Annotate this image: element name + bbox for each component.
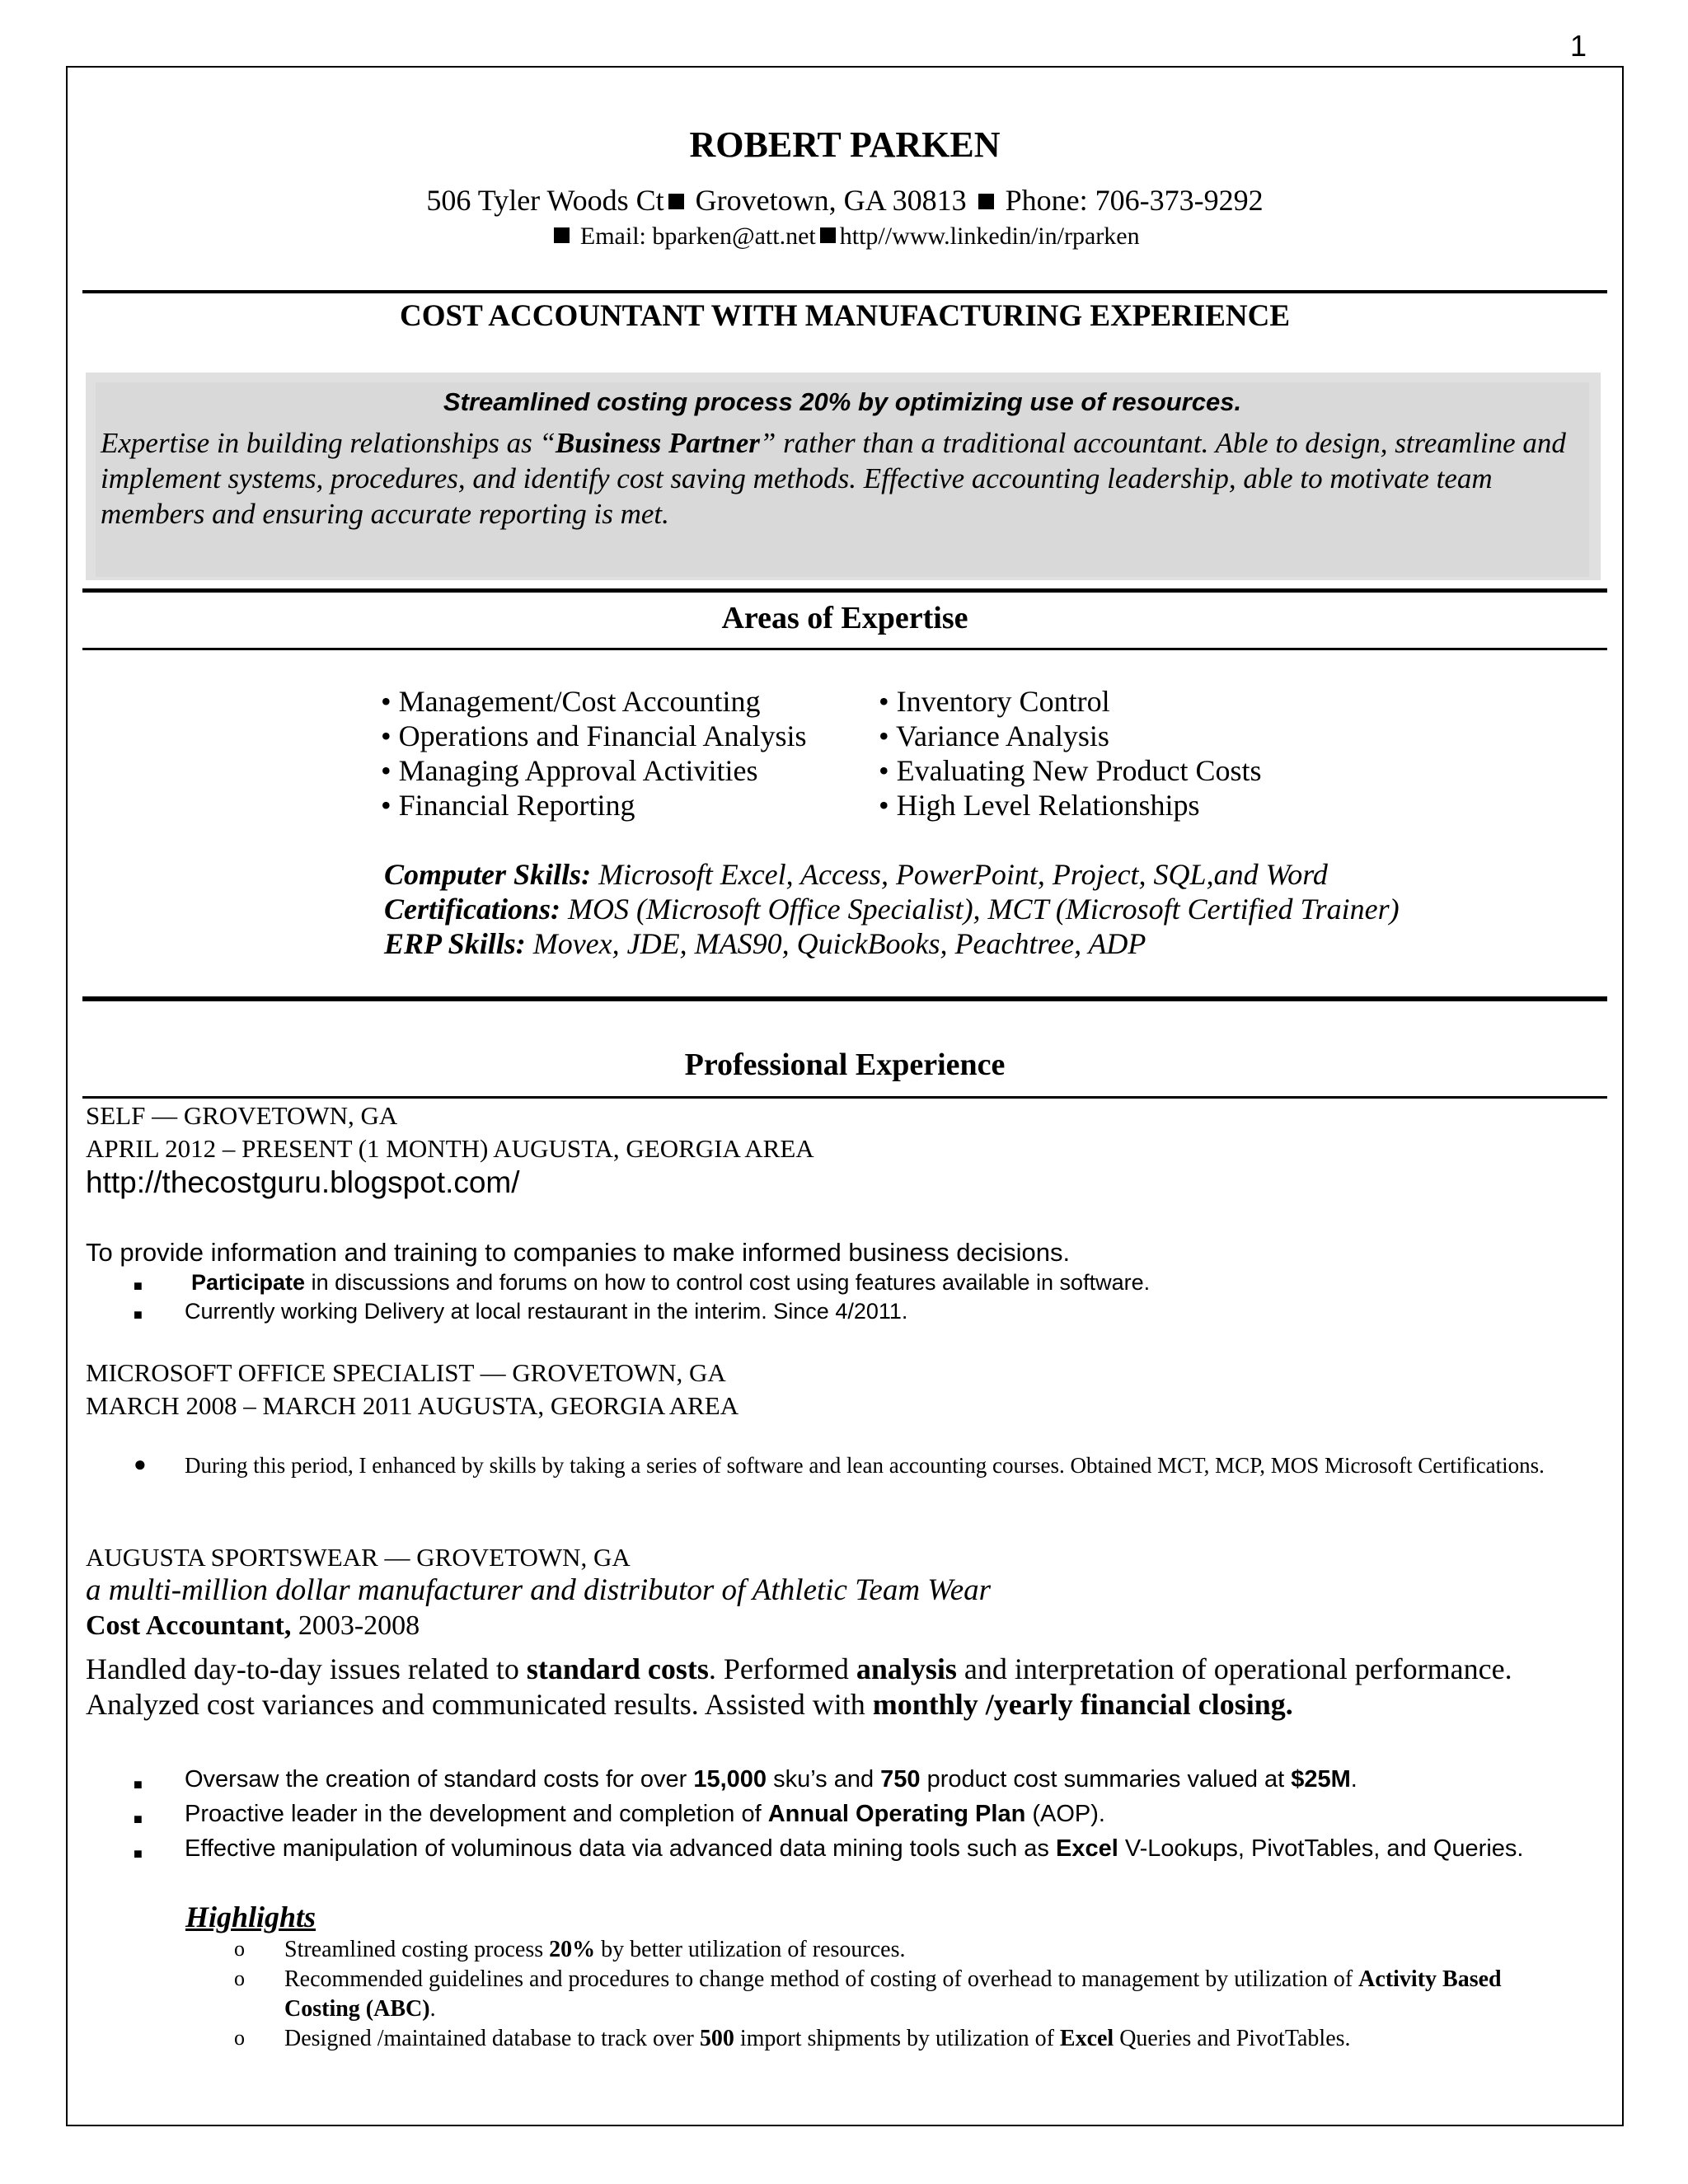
skills-label: ERP Skills: <box>384 927 526 960</box>
expertise-item: • Management/Cost Accounting <box>381 685 761 718</box>
job2-employer: MICROSOFT OFFICE SPECIALIST — GROVETOWN, GA <box>86 1358 726 1387</box>
candidate-name: ROBERT PARKEN <box>689 124 1001 165</box>
circle-bullet-icon: o <box>234 2026 245 2050</box>
job2-dates: MARCH 2008 – MARCH 2011 AUGUSTA, GEORGIA AREA <box>86 1391 739 1420</box>
certifications <box>384 892 1604 926</box>
circle-bullet-icon: o <box>234 1937 245 1961</box>
hl-text: Recommended guidelines and procedures to change method of costing of overhead to management by utilization of <box>284 1966 1359 1992</box>
highlight-item <box>284 2024 1595 2054</box>
erp-skills <box>384 926 1604 961</box>
hl-text: by better utilization of resources. <box>595 1937 906 1962</box>
hl-text: Designed /maintained database to track over <box>284 2026 700 2051</box>
bullet-text: Oversaw the creation of standard costs for over <box>185 1766 694 1793</box>
square-bullet-icon <box>978 194 994 209</box>
para-text: and interpretation of operational performance. Analyzed cost variances and communicated results. Assisted with <box>86 1652 1512 1721</box>
expertise-title: Areas of Expertise <box>721 601 968 635</box>
bullet-text: product cost summaries valued at <box>920 1766 1292 1793</box>
bold-text: Participate <box>191 1270 306 1295</box>
summary-highlight: Streamlined costing process 20% by optimizing use of resources. <box>443 387 1242 416</box>
square-bullet-icon <box>554 227 570 243</box>
expertise-left-list <box>381 684 807 823</box>
bullet-text: sku’s and <box>767 1766 881 1793</box>
bold-text: Excel <box>1056 1835 1118 1862</box>
job1-bullet: Currently working Delivery at local restaurant in the interim. Since 4/2011. <box>185 1299 908 1324</box>
summary-part: ” rather than a traditional accountant. Able to design, streamline and implement systems, procedures, and identify cost saving methods. Effective accounting leadership, able to motivate team members and ensuring accurate reporting is met. <box>101 427 1566 530</box>
address: 506 Tyler Woods Ct <box>426 184 664 217</box>
divider <box>82 588 1607 593</box>
expertise-item: • Financial Reporting <box>381 789 635 822</box>
expertise-item: • Operations and Financial Analysis <box>381 719 807 752</box>
summary-bold: Business Partner <box>555 427 760 459</box>
square-bullet-icon: ■ <box>134 1845 143 1862</box>
email: Email: bparken@att.net <box>579 223 816 250</box>
bold-text: 15,000 <box>693 1766 767 1793</box>
square-bullet-icon <box>820 227 836 243</box>
job3-bullet <box>185 1766 1357 1793</box>
summary-part: Expertise in building relationships as “ <box>101 427 556 459</box>
headline: COST ACCOUNTANT WITH MANUFACTURING EXPERIENCE <box>400 299 1290 333</box>
job1-dates: APRIL 2012 – PRESENT (1 MONTH) AUGUSTA, GEORGIA AREA <box>86 1134 814 1163</box>
page-number: 1 <box>1570 29 1587 63</box>
job1-employer: SELF — GROVETOWN, GA <box>86 1101 398 1130</box>
job2-bullet: During this period, I enhanced by skills by taking a series of software and lean accounting courses. Obtained MCT, MCP, MOS Microsoft Certifications. <box>185 1453 1545 1478</box>
bold-text: Annual Operating Plan <box>767 1801 1026 1827</box>
bullet-text: Proactive leader in the development and completion of <box>185 1801 768 1827</box>
hl-text: import shipments by utilization of <box>734 2026 1060 2051</box>
bullet-text: (AOP). <box>1025 1801 1105 1827</box>
bold-text: 750 <box>880 1766 921 1793</box>
hl-text: Queries and PivotTables. <box>1114 2026 1351 2051</box>
bold-text: analysis <box>856 1652 957 1685</box>
city: Grovetown, GA 30813 <box>695 184 967 217</box>
expertise-item: • Managing Approval Activities <box>381 754 758 787</box>
skills-label: Certifications: <box>384 893 560 926</box>
para-text: Handled day-to-day issues related to <box>86 1652 527 1685</box>
job3-bullet <box>185 1835 1523 1863</box>
job3-paragraph <box>86 1652 1602 1722</box>
expertise-item: • High Level Relationships <box>879 789 1200 822</box>
experience-title: Professional Experience <box>684 1047 1006 1082</box>
expertise-item: • Inventory Control <box>879 685 1110 718</box>
bullet-text: in discussions and forums on how to control cost using features available in software. <box>305 1270 1151 1295</box>
square-bullet-icon: ■ <box>134 1306 143 1323</box>
linkedin-link[interactable]: http//www.linkedin/in/rparken <box>839 223 1140 250</box>
job1-url[interactable]: http://thecostguru.blogspot.com/ <box>86 1165 520 1199</box>
highlights-title: Highlights <box>185 1900 316 1933</box>
job3-employer: AUGUSTA SPORTSWEAR — GROVETOWN, GA <box>86 1543 631 1572</box>
square-bullet-icon: ■ <box>134 1776 143 1793</box>
bold-text: Excel <box>1059 2026 1114 2051</box>
contact-line-2 <box>82 223 1607 251</box>
hl-text: . <box>429 1996 436 2022</box>
divider <box>82 648 1607 650</box>
job1-bullet <box>191 1270 1150 1296</box>
divider <box>82 290 1607 293</box>
job3-role <box>86 1610 420 1642</box>
bullet-text: . <box>1350 1766 1357 1793</box>
job3-tagline: a multi-million dollar manufacturer and distributor of Athletic Team Wear <box>86 1573 992 1607</box>
highlight-item <box>284 1935 1595 1965</box>
circle-bullet-icon: o <box>234 1966 245 1990</box>
bold-text: Activity Based Costing (ABC) <box>284 1966 1502 2022</box>
hl-text: Streamlined costing process <box>284 1937 550 1962</box>
divider <box>82 996 1607 1001</box>
phone: Phone: 706-373-9292 <box>1005 184 1264 217</box>
expertise-item: • Variance Analysis <box>879 719 1109 752</box>
bold-text: monthly /yearly financial closing. <box>872 1688 1293 1721</box>
bullet-text: Effective manipulation of voluminous data via advanced data mining tools such as <box>185 1835 1056 1862</box>
computer-skills <box>384 857 1604 892</box>
bold-text: standard costs <box>526 1652 709 1685</box>
square-bullet-icon: ■ <box>134 1811 143 1827</box>
divider <box>82 1096 1607 1099</box>
summary-text <box>101 425 1584 532</box>
round-bullet-icon: ● <box>134 1452 147 1476</box>
contact-line-1 <box>82 183 1607 218</box>
bold-text: $25M <box>1291 1766 1351 1793</box>
expertise-right-list <box>879 684 1262 823</box>
skills-label: Computer Skills: <box>384 858 592 891</box>
job1-intro: To provide information and training to companies to make informed business decisions. <box>86 1238 1071 1267</box>
role-title: Cost Accountant, <box>86 1610 292 1641</box>
square-bullet-icon <box>668 194 684 209</box>
role-years: 2003-2008 <box>291 1610 420 1641</box>
skills-value: Microsoft Excel, Access, PowerPoint, Project, SQL,and Word <box>591 858 1328 891</box>
bullet-text: V-Lookups, PivotTables, and Queries. <box>1118 1835 1524 1862</box>
bold-text: 500 <box>699 2026 734 2051</box>
highlight-item <box>284 1965 1537 2024</box>
para-text: . Performed <box>708 1652 856 1685</box>
square-bullet-icon: ■ <box>134 1277 143 1294</box>
expertise-item: • Evaluating New Product Costs <box>879 754 1262 787</box>
skills-value: MOS (Microsoft Office Specialist), MCT (Microsoft Certified Trainer) <box>560 893 1400 926</box>
skills-block <box>384 857 1604 961</box>
bold-text: 20% <box>549 1937 596 1962</box>
job3-bullet <box>185 1801 1105 1828</box>
skills-value: Movex, JDE, MAS90, QuickBooks, Peachtree, ADP <box>525 927 1146 960</box>
